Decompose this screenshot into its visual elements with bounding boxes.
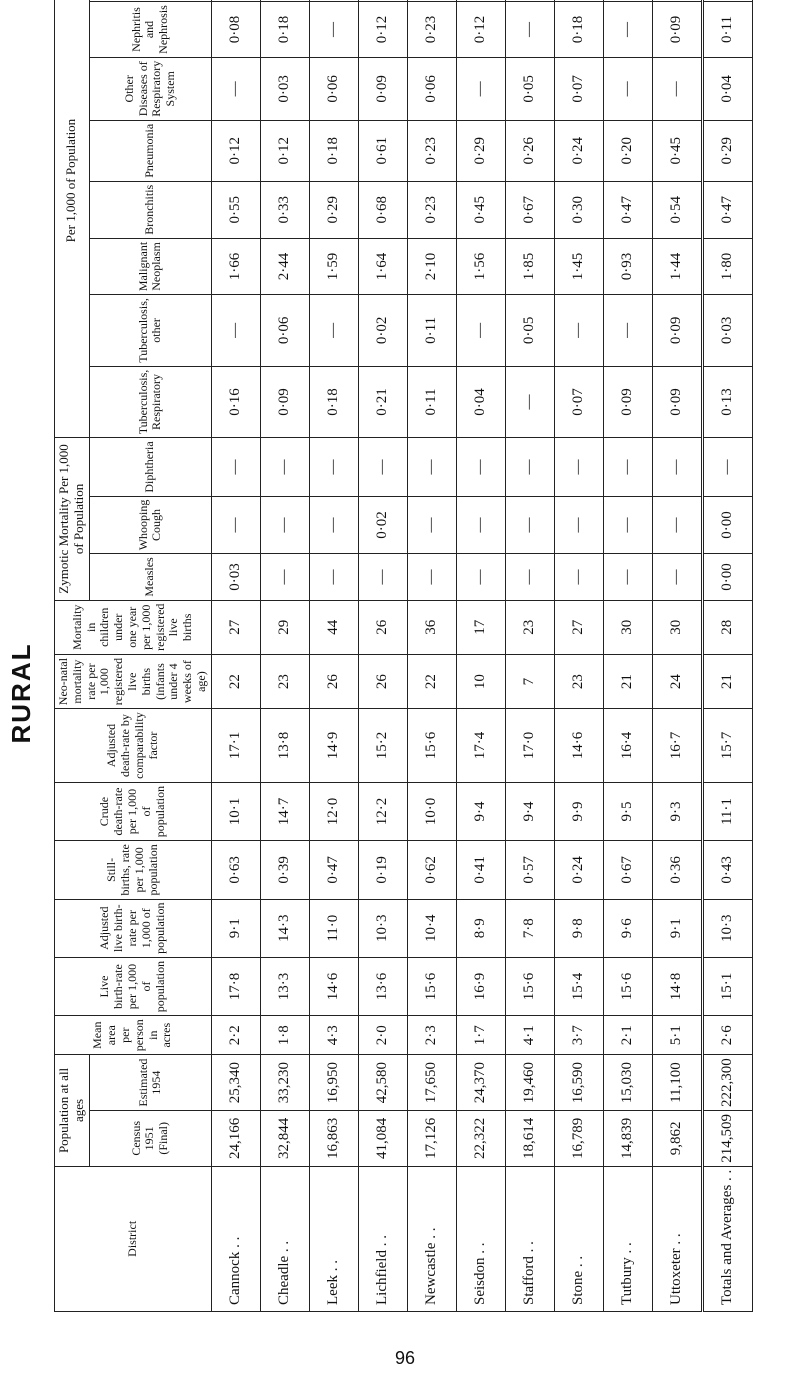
cell-cong [603,0,652,2]
cell-cf: 17·0 [505,709,554,783]
cell-area: 4·3 [309,1016,358,1055]
cell-census: 16,863 [309,1110,358,1166]
table-row [309,0,358,1312]
cell-district: Leek . . [309,1166,358,1311]
cell-whoop: — [505,496,554,554]
header-measles: Measles [89,554,211,600]
cell-tbo: 0·03 [702,295,752,367]
cell-whoop: — [652,496,702,554]
cell-orsp: 0·03 [260,57,309,120]
cell-orsp: 0·06 [309,57,358,120]
cell-whoop: — [407,496,456,554]
cell-census: 17,126 [407,1110,456,1166]
section-label: RURAL [6,642,36,744]
cell-death: 10·0 [407,782,456,840]
cell-cf: 17·1 [211,709,260,783]
header-tb-other: Tuberculosis, other [89,295,211,367]
cell-area: 2·3 [407,1016,456,1055]
cell-still: 0·24 [554,841,603,899]
header-live-birth-rate: Live birth-rate per 1,000 of population [55,957,212,1015]
cell-whoop: — [603,496,652,554]
cell-pneu: 0·26 [505,120,554,181]
cell-death: 9·4 [505,782,554,840]
cell-lbr: 15·6 [505,957,554,1015]
cell-est: 16,950 [309,1055,358,1111]
cell-neo: 23 [260,654,309,708]
cell-diph: — [456,438,505,496]
cell-mal: 1·44 [652,238,702,294]
cell-cong [456,0,505,2]
cell-cf: 16·4 [603,709,652,783]
cell-measles: 0·03 [211,554,260,600]
header-diphtheria: Diphtheria [89,438,211,496]
cell-orsp: 0·04 [702,57,752,120]
cell-adj: 7·8 [505,899,554,957]
cell-mal: 1·56 [456,238,505,294]
cell-bron: 0·55 [211,181,260,238]
cell-area: 5·1 [652,1016,702,1055]
cell-diph: — [211,438,260,496]
cell-lbr: 14·6 [309,957,358,1015]
cell-bron: 0·23 [407,181,456,238]
cell-area: 3·7 [554,1016,603,1055]
cell-still: 0·39 [260,841,309,899]
cell-bron: 0·30 [554,181,603,238]
cell-pneu: 0·12 [260,120,309,181]
cell-bron: 0·45 [456,181,505,238]
cell-est: 222,300 [702,1055,752,1111]
cell-cf: 14·9 [309,709,358,783]
cell-death: 11·1 [702,782,752,840]
cell-neo: 24 [652,654,702,708]
vital-statistics-table [54,0,753,1312]
table-row [603,0,652,1312]
cell-est: 42,580 [358,1055,407,1111]
cell-tbr: 0·09 [603,366,652,438]
cell-census: 41,084 [358,1110,407,1166]
cell-census: 22,322 [456,1110,505,1166]
cell-cong [505,0,554,2]
table-row [652,0,702,1312]
cell-tbo: 0·06 [260,295,309,367]
cell-bron: 0·54 [652,181,702,238]
cell-whoop: — [554,496,603,554]
header-district: District [55,1166,212,1311]
cell-tbo: — [211,295,260,367]
cell-mal: 1·80 [702,238,752,294]
cell-census: 24,166 [211,1110,260,1166]
cell-adj: 9·1 [211,899,260,957]
cell-pneu: 0·24 [554,120,603,181]
cell-cong [358,0,407,2]
cell-neph: 0·11 [702,2,752,58]
cell-census: 16,789 [554,1110,603,1166]
header-mortality-under-one: Mortality in children under one year per 1,000 registered live births [55,600,212,654]
table-row [554,0,603,1312]
cell-cf: 13·8 [260,709,309,783]
cell-adj: 10·4 [407,899,456,957]
cell-neo: 26 [309,654,358,708]
cell-diph: — [309,438,358,496]
cell-still: 0·41 [456,841,505,899]
cell-measles: — [456,554,505,600]
cell-cf: 15·7 [702,709,752,783]
cell-diph: — [358,438,407,496]
cell-death: 9·3 [652,782,702,840]
cell-neph: 0·09 [652,2,702,58]
cell-mal: 2·44 [260,238,309,294]
cell-adj: 9·6 [603,899,652,957]
cell-adj: 14·3 [260,899,309,957]
table-row [260,0,309,1312]
cell-still: 0·57 [505,841,554,899]
cell-area: 1·8 [260,1016,309,1055]
cell-adj: 10·3 [358,899,407,957]
header-congenital [89,0,211,2]
cell-bron: 0·67 [505,181,554,238]
cell-cong [309,0,358,2]
cell-still: 0·62 [407,841,456,899]
header-nephritis: Nephritis and Nephrosis [89,2,211,58]
cell-tbr: 0·09 [652,366,702,438]
header-death-comparability: Adjusted death-rate by comparability factor [55,709,212,783]
cell-whoop: 0·00 [702,496,752,554]
cell-tbo: — [309,295,358,367]
table-row [358,0,407,1312]
table-row [505,0,554,1312]
cell-pneu: 0·45 [652,120,702,181]
cell-whoop: — [309,496,358,554]
cell-mort: 30 [603,600,652,654]
cell-est: 25,340 [211,1055,260,1111]
cell-tbr: 0·13 [702,366,752,438]
page-number: 96 [394,1348,416,1368]
cell-diph: — [652,438,702,496]
cell-neph: 0·12 [456,2,505,58]
header-mean-area: Mean area per person in acres [55,1016,212,1055]
cell-district: Uttoxeter . . [652,1166,702,1311]
cell-orsp: — [211,57,260,120]
cell-tbo: 0·05 [505,295,554,367]
cell-still: 0·19 [358,841,407,899]
cell-whoop: — [456,496,505,554]
cell-lbr: 13·3 [260,957,309,1015]
totals-row [702,0,752,1312]
cell-orsp: — [652,57,702,120]
cell-mort: 28 [702,600,752,654]
cell-tbr: 0·18 [309,366,358,438]
header-neo-natal: Neo-natal mortality rate per 1,000 registered live births (infants under 4 weeks of age) [55,654,212,708]
cell-diph: — [603,438,652,496]
cell-tbo: — [603,295,652,367]
cell-whoop: 0·02 [358,496,407,554]
cell-est: 11,100 [652,1055,702,1111]
cell-adj: 9·1 [652,899,702,957]
header-per-1000-group: Per 1,000 of Population [55,0,90,438]
cell-est: 24,370 [456,1055,505,1111]
cell-cong [554,0,603,2]
cell-bron: 0·33 [260,181,309,238]
cell-neo: 23 [554,654,603,708]
cell-diph: — [260,438,309,496]
cell-neph: 0·23 [407,2,456,58]
cell-whoop: — [260,496,309,554]
cell-measles: — [309,554,358,600]
cell-lbr: 14·8 [652,957,702,1015]
cell-neo: 21 [702,654,752,708]
cell-tbo: 0·11 [407,295,456,367]
cell-orsp: 0·06 [407,57,456,120]
cell-measles: — [260,554,309,600]
cell-district: Stone . . [554,1166,603,1311]
cell-death: 14·7 [260,782,309,840]
cell-tbo: 0·02 [358,295,407,367]
cell-mort: 27 [211,600,260,654]
cell-death: 10·1 [211,782,260,840]
cell-measles: — [407,554,456,600]
cell-mort: 17 [456,600,505,654]
cell-district: Cheadle . . [260,1166,309,1311]
cell-cong [211,0,260,2]
cell-cf: 14·6 [554,709,603,783]
cell-orsp: — [456,57,505,120]
cell-tbr: 0·16 [211,366,260,438]
cell-mal: 1·64 [358,238,407,294]
cell-lbr: 16·9 [456,957,505,1015]
cell-mort: 36 [407,600,456,654]
cell-pneu: 0·23 [407,120,456,181]
cell-tbr: 0·07 [554,366,603,438]
cell-orsp: 0·07 [554,57,603,120]
header-population-group: Population at all ages [55,1055,90,1167]
cell-adj: 11·0 [309,899,358,957]
cell-neo: 22 [407,654,456,708]
cell-whoop: — [211,496,260,554]
cell-district: Stafford . . [505,1166,554,1311]
cell-tbr: — [505,366,554,438]
cell-neo: 7 [505,654,554,708]
cell-still: 0·63 [211,841,260,899]
cell-cf: 15·2 [358,709,407,783]
table-body [211,0,752,1312]
cell-measles: — [358,554,407,600]
cell-measles: — [505,554,554,600]
header-other-respiratory: Other Diseases of Respiratory System [89,57,211,120]
cell-orsp: — [603,57,652,120]
cell-death: 9·5 [603,782,652,840]
cell-area: 2·2 [211,1016,260,1055]
cell-tbo: — [554,295,603,367]
header-census-1951: Census 1951 (Final) [89,1110,211,1166]
cell-neo: 22 [211,654,260,708]
cell-still: 0·43 [702,841,752,899]
cell-adj: 9·8 [554,899,603,957]
cell-still: 0·47 [309,841,358,899]
cell-mal: 1·45 [554,238,603,294]
cell-death: 9·9 [554,782,603,840]
cell-area: 4·1 [505,1016,554,1055]
cell-pneu: 0·20 [603,120,652,181]
cell-lbr: 15·6 [603,957,652,1015]
cell-census: 9,862 [652,1110,702,1166]
cell-orsp: 0·05 [505,57,554,120]
cell-cong [407,0,456,2]
cell-area: 2·1 [603,1016,652,1055]
cell-tbr: 0·11 [407,366,456,438]
cell-diph: — [554,438,603,496]
header-still-births: Still-births, rate per 1,000 population [55,841,212,899]
cell-neo: 26 [358,654,407,708]
cell-bron: 0·29 [309,181,358,238]
cell-bron: 0·47 [603,181,652,238]
cell-pneu: 0·61 [358,120,407,181]
cell-diph: — [505,438,554,496]
cell-bron: 0·68 [358,181,407,238]
cell-census: 18,614 [505,1110,554,1166]
cell-district: Cannock . . [211,1166,260,1311]
cell-mal: 0·93 [603,238,652,294]
cell-tbr: 0·09 [260,366,309,438]
cell-cong [702,0,752,2]
cell-lbr: 15·6 [407,957,456,1015]
cell-mort: 27 [554,600,603,654]
header-pneumonia: Pneumonia [89,120,211,181]
cell-death: 12·0 [309,782,358,840]
cell-neph: — [309,2,358,58]
cell-lbr: 15·4 [554,957,603,1015]
table-row [407,0,456,1312]
cell-tbo: — [456,295,505,367]
cell-tbo: 0·09 [652,295,702,367]
cell-area: 2·0 [358,1016,407,1055]
cell-census: 214,509 [702,1110,752,1166]
cell-mort: 26 [358,600,407,654]
cell-est: 16,590 [554,1055,603,1111]
cell-lbr: 17·8 [211,957,260,1015]
cell-neph: — [603,2,652,58]
cell-pneu: 0·18 [309,120,358,181]
cell-still: 0·67 [603,841,652,899]
cell-district: Totals and Averages . . [702,1166,752,1311]
table-row [211,0,260,1312]
cell-est: 33,230 [260,1055,309,1111]
header-zymotic-group: Zymotic Mortality Per 1,000 of Population [55,438,90,600]
cell-est: 15,030 [603,1055,652,1111]
cell-neph: 0·08 [211,2,260,58]
cell-mort: 23 [505,600,554,654]
cell-measles: — [554,554,603,600]
header-adjusted-birth-rate: Adjusted live birth-rate per 1,000 of population [55,899,212,957]
cell-mal: 1·66 [211,238,260,294]
cell-neph: 0·12 [358,2,407,58]
cell-death: 9·4 [456,782,505,840]
cell-district: Tutbury . . [603,1166,652,1311]
cell-mal: 1·59 [309,238,358,294]
cell-tbr: 0·21 [358,366,407,438]
cell-death: 12·2 [358,782,407,840]
cell-bron: 0·47 [702,181,752,238]
cell-district: Lichfield . . [358,1166,407,1311]
cell-cong [652,0,702,2]
cell-est: 17,650 [407,1055,456,1111]
header-whooping-cough: Whooping Cough [89,496,211,554]
table-row [456,0,505,1312]
cell-census: 32,844 [260,1110,309,1166]
cell-mort: 30 [652,600,702,654]
cell-neph: 0·18 [554,2,603,58]
header-malignant-neoplasm: Malignant Neoplasm [89,238,211,294]
cell-neo: 10 [456,654,505,708]
cell-area: 1·7 [456,1016,505,1055]
cell-adj: 10·3 [702,899,752,957]
cell-cf: 15·6 [407,709,456,783]
cell-still: 0·36 [652,841,702,899]
cell-neph: — [505,2,554,58]
cell-measles: 0·00 [702,554,752,600]
cell-cong [260,0,309,2]
cell-cf: 16·7 [652,709,702,783]
header-crude-death-rate: Crude death-rate per 1,000 of population [55,782,212,840]
cell-lbr: 15·1 [702,957,752,1015]
cell-mort: 44 [309,600,358,654]
cell-adj: 8·9 [456,899,505,957]
cell-mal: 1·85 [505,238,554,294]
cell-tbr: 0·04 [456,366,505,438]
cell-district: Seisdon . . [456,1166,505,1311]
cell-pneu: 0·29 [702,120,752,181]
cell-measles: — [603,554,652,600]
cell-orsp: 0·09 [358,57,407,120]
cell-est: 19,460 [505,1055,554,1111]
cell-area: 2·6 [702,1016,752,1055]
cell-district: Newcastle . . [407,1166,456,1311]
cell-census: 14,839 [603,1110,652,1166]
cell-diph: — [702,438,752,496]
header-bronchitis: Bronchitis [89,181,211,238]
cell-lbr: 13·6 [358,957,407,1015]
cell-cf: 17·4 [456,709,505,783]
cell-neo: 21 [603,654,652,708]
header-tb-respiratory: Tuberculosis, Respiratory [89,366,211,438]
cell-neph: 0·18 [260,2,309,58]
cell-diph: — [407,438,456,496]
cell-mal: 2·10 [407,238,456,294]
cell-mort: 29 [260,600,309,654]
cell-measles: — [652,554,702,600]
header-estimated-1954: Estimated 1954 [89,1055,211,1111]
cell-pneu: 0·12 [211,120,260,181]
cell-pneu: 0·29 [456,120,505,181]
